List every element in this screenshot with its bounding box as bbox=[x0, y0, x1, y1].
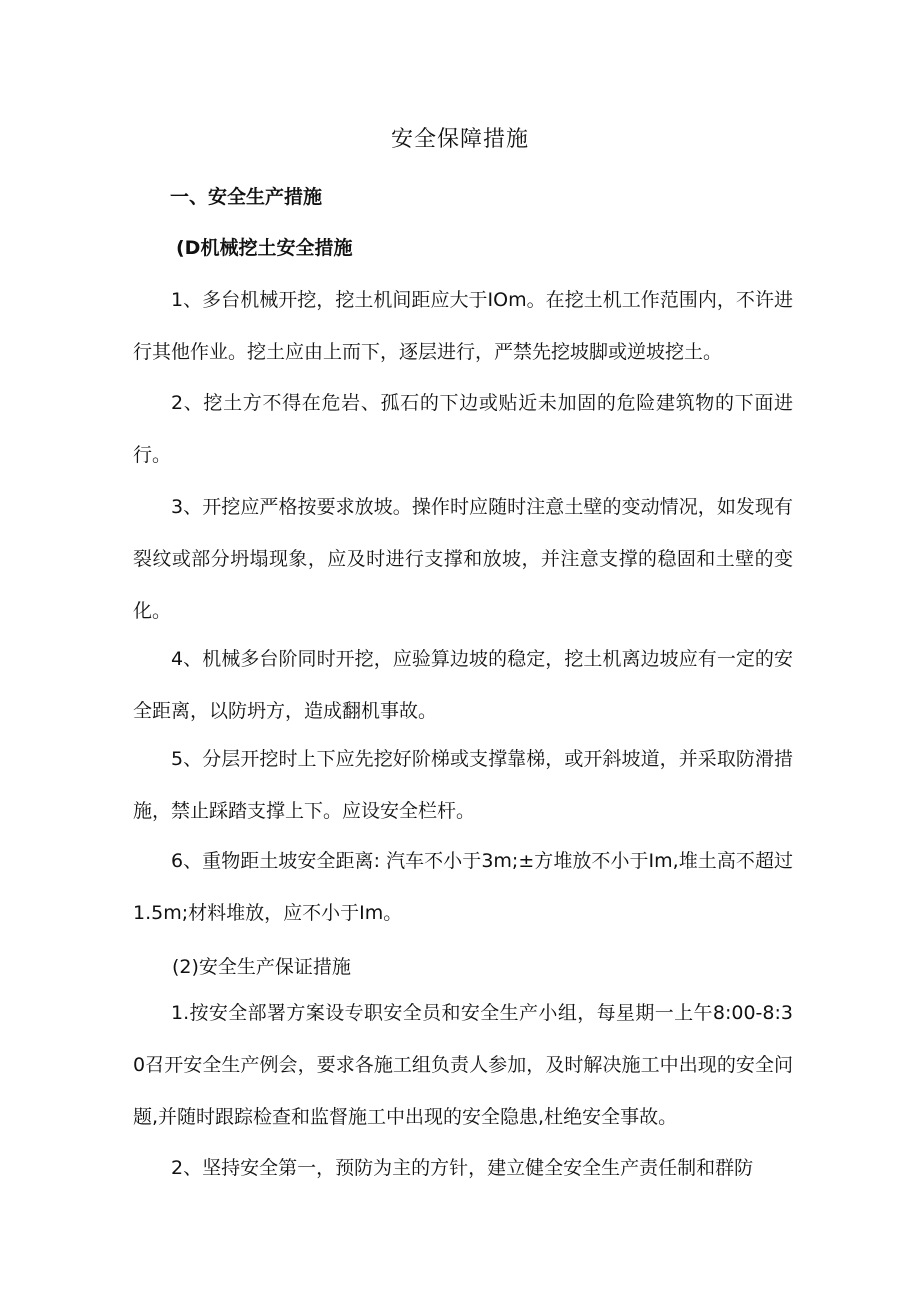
paragraph-item-4: 4、机械多台阶同时开挖，应验算边坡的稳定，挖土机离边坡应有一定的安全距离，以防坍方，造成翻机事故。 bbox=[133, 648, 793, 722]
paragraph-guarantee-item-2: 2、坚持安全第一，预防为主的方针，建立健全安全生产责任制和群防 bbox=[171, 1157, 754, 1179]
paragraph-item-1: 1、多台机械开挖，挖土机间距应大于IOm。在挖土机工作范围内，不许进行其他作业。挖土应由上而下，逐层进行，严禁先挖坡脚或逆坡挖土。 bbox=[133, 289, 793, 363]
paragraph-item-2: 2、挖土方不得在危岩、孤石的下边或贴近未加固的危险建筑物的下面进行。 bbox=[133, 392, 793, 466]
paragraph-guarantee-item-1: 1.按安全部署方案设专职安全员和安全生产小组，每星期一上午8:00-8:30召开安全生产例会，要求各施工组负责人参加，及时解决施工中出现的安全问题,并随时跟踪检查和监督施工中出现的安全隐患,杜绝安全事故。 bbox=[133, 1002, 793, 1128]
paragraph-item-3: 3、开挖应严格按要求放坡。操作时应随时注意土壁的变动情况，如发现有裂纹或部分坍塌现象，应及时进行支撑和放坡，并注意支撑的稳固和土壁的变化。 bbox=[133, 496, 793, 622]
paragraph-item-5: 5、分层开挖时上下应先挖好阶梯或支撑靠梯，或开斜坡道，并采取防滑措施，禁止踩踏支撑上下。应设安全栏杆。 bbox=[133, 748, 793, 822]
paragraph-item-6: 6、重物距土坡安全距离: 汽车不小于3m;±方堆放不小于Im,堆土高不超过1.5m;材料堆放，应不小于Im。 bbox=[133, 850, 793, 924]
document-title: 安全保障措施 bbox=[390, 127, 529, 152]
section-heading-safety-production: 一、安全生产措施 bbox=[170, 186, 323, 208]
subsection-heading-excavation-safety: (D机械挖土安全措施 bbox=[176, 237, 353, 259]
subsection-heading-safety-guarantee: (2)安全生产保证措施 bbox=[172, 956, 351, 978]
